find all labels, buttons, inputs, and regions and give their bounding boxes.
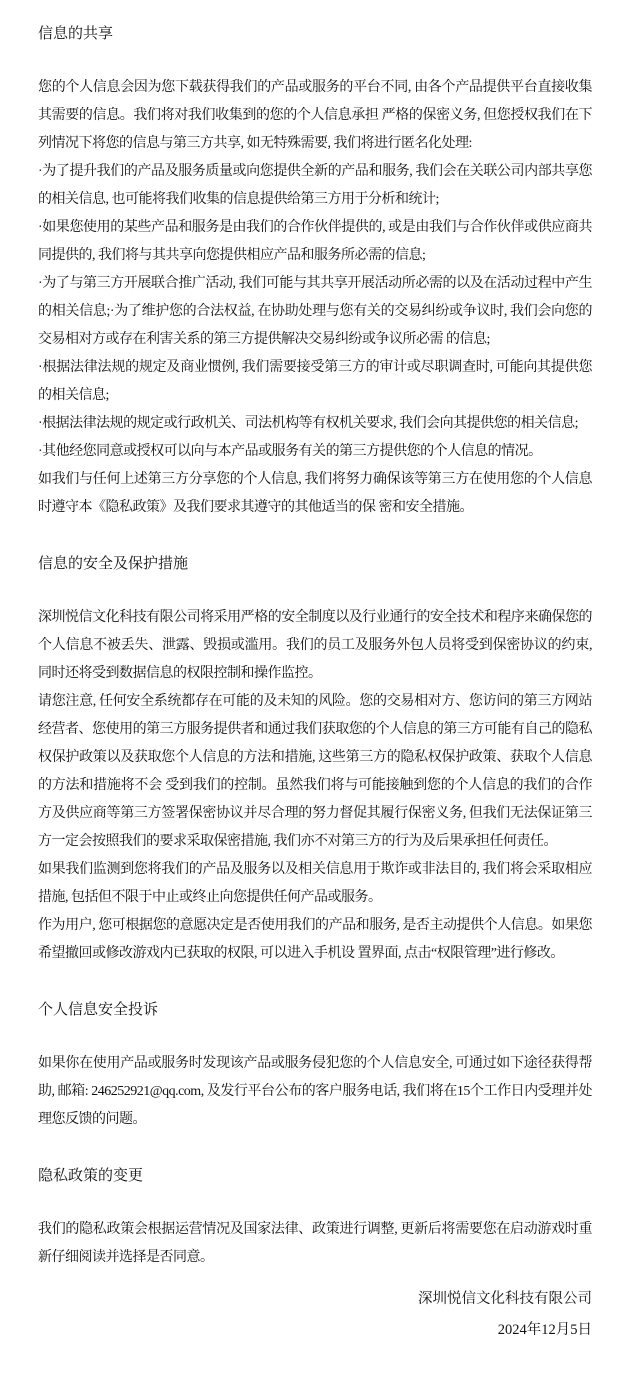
paragraph: ·为了提升我们的产品及服务质量或向您提供全新的产品和服务, 我们会在关联公司内部共享您的相关信息, 也可能将我们收集的信息提供给第三方用于分析和统计; <box>38 164 592 207</box>
paragraph: ·为了与第三方开展联合推广活动, 我们可能与其共享开展活动所必需的以及在活动过程中产生的相关信息;·为了维护您的合法权益, 在协助处理与您有关的交易纠纷或争议时, 我们会向您的交易相对方或存在利害关系的第三方提供解决交易纠纷或争议所必需 的信息; <box>38 276 592 347</box>
heading-info-sharing: 信息的共享 <box>38 26 114 42</box>
paragraph: ·根据法律法规的规定或行政机关、司法机构等有权机关要求, 我们会向其提供您的相关信息; <box>38 416 579 431</box>
paragraph: 深圳悦信文化科技有限公司将采用严格的安全制度以及行业通行的安全技术和程序来确保您的个人信息不被丢失、泄露、毁损或滥用。我们的员工及服务外包人员将受到保密协议的约束, 同时还将受到数据信息的权限控制和操作监控。 <box>38 610 592 681</box>
paragraph: 如果我们监测到您将我们的产品及服务以及相关信息用于欺诈或非法目的, 我们将会采取相应措施, 包括但不限于中止或终止向您提供任何产品或服务。 <box>38 862 592 905</box>
heading-security-measures: 信息的安全及保护措施 <box>38 556 189 572</box>
section-policy-changes <box>38 1162 592 1272</box>
heading-complaints: 个人信息安全投诉 <box>38 1002 159 1018</box>
section-complaints <box>38 996 592 1134</box>
paragraph: ·其他经您同意或授权可以向与本产品或服务有关的第三方提供您的个人信息的情况。 <box>38 444 542 459</box>
paragraph: 作为用户, 您可根据您的意愿决定是否使用我们的产品和服务, 是否主动提供个人信息。如果您希望撤回或修改游戏内已获取的权限, 可以进入手机设 置界面, 点击“权限管理”进行修改。 <box>38 918 592 961</box>
paragraph: ·根据法律法规的规定及商业惯例, 我们需要接受第三方的审计或尽职调查时, 可能向其提供您的相关信息; <box>38 360 592 403</box>
paragraph: 请您注意, 任何安全系统都存在可能的及未知的风险。您的交易相对方、您访问的第三方网站经营者、您使用的第三方服务提供者和通过我们获取您的个人信息的第三方可能有自己的隐私权保护政策以及获取您个人信息的方法和措施, 这些第三方的隐私权保护政策、获取个人信息的方法和措施将不会 受到我们的控制。虽然我们将与可能接触到您的个人信息的我们的合作方及供应商等第三方签署保密协议并尽合理的努力督促其履行保密义务, 但我们无法保证第三方一定会按照我们的要求采取保密措施, 我们亦不对第三方的行为及后果承担任何责任。 <box>38 694 592 849</box>
signature-company: 深圳悦信文化科技有限公司 <box>418 1291 592 1307</box>
paragraph: 我们的隐私政策会根据运营情况及国家法律、政策进行调整, 更新后将需要您在启动游戏时重新仔细阅读并选择是否同意。 <box>38 1222 592 1265</box>
paragraph: 您的个人信息会因为您下载获得我们的产品或服务的平台不同, 由各个产品提供平台直接收集其需要的信息。我们将对我们收集到的您的个人信息承担 严格的保密义务, 但您授权我们在下列情况下将您的信息与第三方共享, 如无特殊需要, 我们将进行匿名化处理: <box>38 80 592 151</box>
paragraph: 如我们与任何上述第三方分享您的个人信息, 我们将努力确保该等第三方在使用您的个人信息时遵守本《隐私政策》及我们要求其遵守的其他适当的保 密和安全措施。 <box>38 472 592 515</box>
section-security-measures <box>38 550 592 968</box>
paragraph-contact-email: 如果你在使用产品或服务时发现该产品或服务侵犯您的个人信息安全, 可通过如下途径获得帮助, 邮箱: 246252921@qq.com, 及发行平台公布的客户服务电话, 我们将在15个工作日内受理并处理您反馈的问题。 <box>38 1056 592 1127</box>
signature-date: 2024年12月5日 <box>497 1322 592 1338</box>
signature-block <box>38 1284 592 1346</box>
paragraph: ·如果您使用的某些产品和服务是由我们的合作伙伴提供的, 或是由我们与合作伙伴或供应商共同提供的, 我们将与其共享向您提供相应产品和服务所必需的信息; <box>38 220 592 263</box>
heading-policy-changes: 隐私政策的变更 <box>38 1168 144 1184</box>
section-info-sharing <box>38 20 592 522</box>
